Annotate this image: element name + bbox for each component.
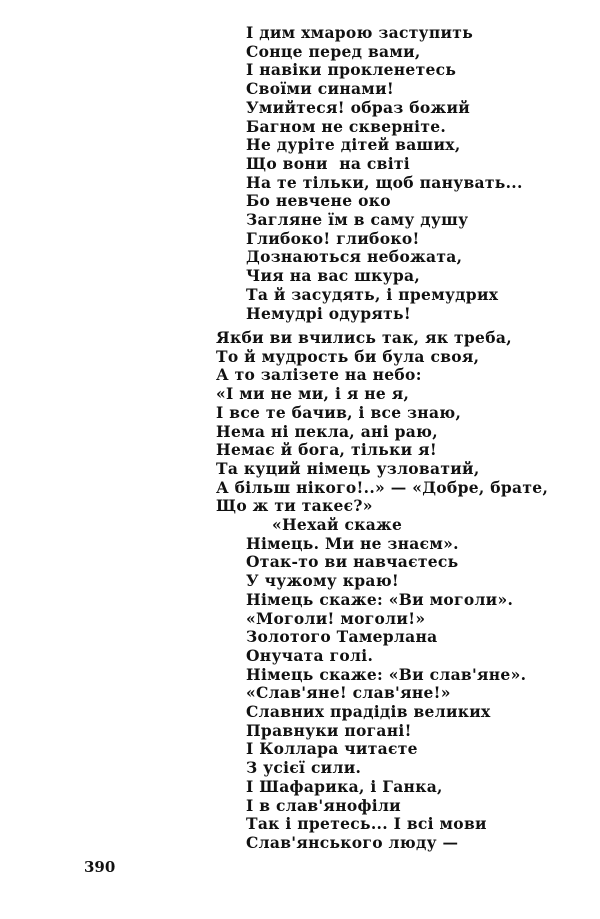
poem-line: Німець скаже: «Ви слав'яне». [246,664,527,684]
poem-line: Отак-то ви навчаєтесь [246,552,459,572]
poem-line: І в слав'янофіли [246,795,401,815]
poem-line: Якби ви вчились так, як треба, [216,328,512,347]
poem-line: «Моголи! моголи!» [246,608,426,628]
poem-line: Та куций німець узловатий, [216,458,480,478]
poem-line: Сонце перед вами, [246,41,421,61]
poem-line: Немудрі одурять! [246,303,411,323]
poem-line: Загляне їм в саму душу [246,210,469,229]
poem-line: Бо невчене око [246,191,391,211]
poem-line: На те тільки, щоб панувать... [246,172,523,192]
poem-line: «Слав'яне! слав'яне!» [246,683,451,703]
poem-line: Своїми синами! [246,79,394,99]
poem-line: І навіки прокленетесь [246,60,457,80]
poem-line: Що ж ти такеє?» [216,496,373,516]
poem-line: Умийтеся! образ божий [246,97,471,117]
poem-line: Так і претесь... І всі мови [246,814,487,834]
poem-line: І дим хмарою заступить [246,23,474,42]
poem-line: Німець. Ми не знаєм». [246,533,459,553]
poem-line: З усієї сили. [246,758,362,778]
poem-line: Чия на вас шкура, [246,266,421,286]
poem-line: То й мудрость би була своя, [216,346,480,366]
poem-line: Що вони на світі [246,153,410,173]
poem-line: Немає й бога, тільки я! [216,440,437,460]
poem-line: Дознаються небожата, [246,247,463,267]
poem-line: Нема ні пекла, ані раю, [216,421,438,441]
poem-line: Німець скаже: «Ви моголи». [246,589,514,609]
poem-line: І Коллара читаєте [246,739,418,759]
page-number: 390 [84,858,116,876]
poem-line: І все те бачив, і все знаю, [216,402,462,422]
poem-line: А більш нікого!..» — «Добре, брате, [216,477,549,497]
poem-line: Славних прадідів великих [246,702,491,721]
poem-line: Не дуріте дітей ваших, [246,135,461,155]
poem-line: «І ми не ми, і я не я, [216,384,410,404]
poem-line: У чужому краю! [246,571,399,591]
poem-line: І Шафарика, і Ганка, [246,776,443,796]
poem-line: Слав'янського люду — [246,832,459,852]
poem-line: Та й засудять, і премудрих [246,284,499,304]
poem-line: Глибоко! глибоко! [246,228,420,248]
poem-line: «Нехай скаже [272,515,403,534]
poem-line: Онучата голі. [246,645,374,665]
poem-line: Правнуки погані! [246,720,412,740]
poem-line: Золотого Тамерлана [246,627,438,647]
poem-line: А то залізете на небо: [216,365,422,385]
poem-line: Багном не скверніте. [246,116,447,136]
